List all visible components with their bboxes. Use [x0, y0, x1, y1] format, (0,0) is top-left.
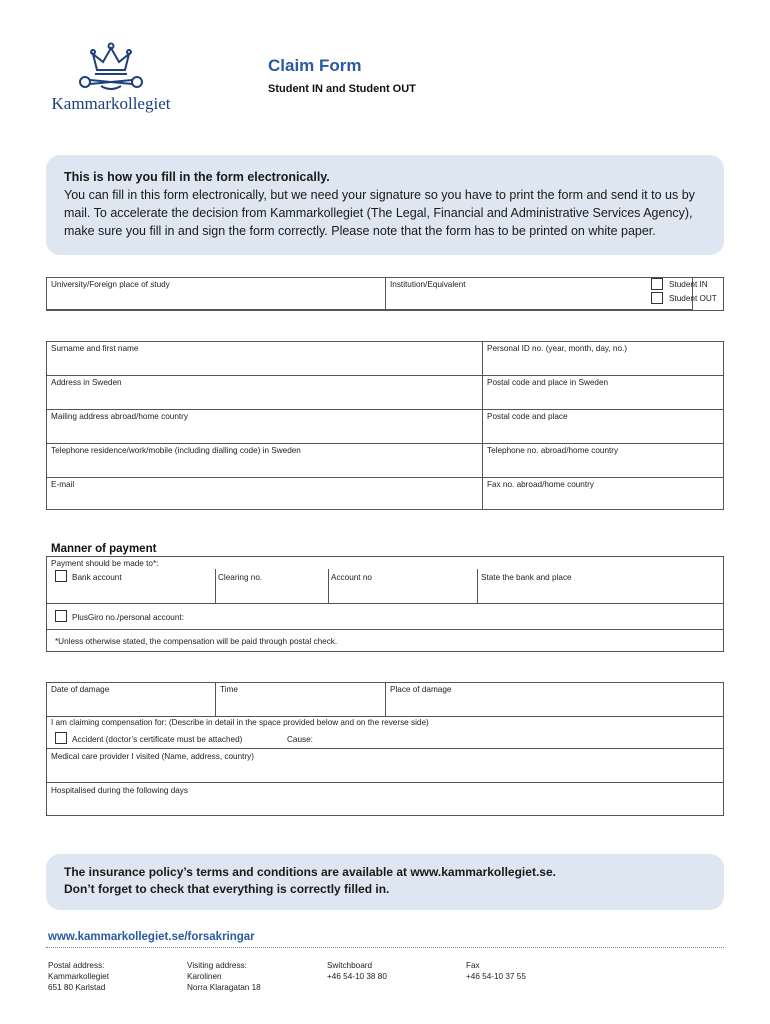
fax-label: Fax no. abroad/home country [487, 480, 594, 489]
accident-label: Accident (doctor’s certificate must be attached) [72, 735, 243, 744]
footer-url[interactable]: www.kammarkollegiet.se/forsakringar [48, 931, 255, 943]
institution-label: Institution/Equivalent [390, 280, 466, 289]
personal-section [46, 341, 724, 510]
plusgiro-label: PlusGiro no./personal account: [72, 613, 184, 622]
kammarkollegiet-logo [44, 40, 178, 118]
instructions-body: You can fill in this form electronically, but we need your signature so you have to print the form and send it to us by mail. To accelerate the decision from Kammarkollegiet (The Legal, Financial and Administrative Services Agency), make sure you fill in and sign the form correctly. Please note that the form has to be printed on white paper. [64, 188, 695, 238]
bank-account-checkbox[interactable] [55, 570, 67, 582]
mailing-abroad-label: Mailing address abroad/home country [51, 412, 188, 421]
postal-address [48, 960, 109, 993]
date-label: Date of damage [51, 685, 110, 694]
footer-divider [46, 947, 724, 948]
switchboard-number: +46 54-10 38 80 [327, 972, 387, 981]
payment-title: Manner of payment [51, 543, 157, 555]
postal-label: Postal code and place in Sweden [487, 378, 609, 387]
switchboard [327, 960, 387, 982]
form-title: Claim Form [268, 56, 362, 75]
postal-line-2: 651 80 Karlstad [48, 983, 106, 992]
time-field[interactable] [216, 683, 386, 717]
instructions-heading: This is how you fill in the form electronically. [64, 170, 330, 184]
switchboard-title: Switchboard [327, 961, 373, 970]
plusgiro-checkbox[interactable] [55, 610, 67, 622]
student-in-checkbox[interactable] [651, 278, 663, 290]
email-label: E-mail [51, 480, 75, 489]
bank-place-label: State the bank and place [481, 573, 572, 582]
postal-line-1: Kammarkollegiet [48, 972, 109, 981]
notice-panel [46, 854, 724, 910]
name-label: Surname and first name [51, 344, 139, 353]
student-out-checkbox[interactable] [651, 292, 663, 304]
visit-title: Visiting address: [187, 961, 247, 970]
accident-checkbox[interactable] [55, 732, 67, 744]
time-label: Time [220, 685, 238, 694]
visiting-address [187, 960, 261, 993]
hospital-label: Hospitalised during the following days [51, 786, 188, 795]
medical-label: Medical care provider I visited (Name, address, country) [51, 752, 254, 761]
postal-abroad-label: Postal code and place [487, 412, 568, 421]
account-no-label: Account no [331, 573, 372, 582]
bank-account-label: Bank account [72, 573, 122, 582]
payment-made-to-label: Payment should be made to*: [51, 559, 159, 568]
visit-line-2: Norra Klaragatan 18 [187, 983, 261, 992]
clearing-label: Clearing no. [218, 573, 263, 582]
university-label: University/Foreign place of study [51, 280, 170, 289]
student-out-label: Student OUT [669, 294, 717, 303]
form-subtitle: Student IN and Student OUT [268, 83, 416, 95]
notice-line-1: The insurance policy’s terms and conditions are available at www.kammarkollegiet.se. [64, 865, 556, 879]
fax-number: +46 54-10 37 55 [466, 972, 526, 981]
instructions-panel [46, 155, 724, 255]
visit-line-1: Karolinen [187, 972, 222, 981]
address-label: Address in Sweden [51, 378, 122, 387]
fax [466, 960, 526, 982]
payment-note: *Unless otherwise stated, the compensation will be paid through postal check. [55, 637, 338, 646]
postal-title: Postal address: [48, 961, 105, 970]
email-field[interactable] [47, 478, 483, 509]
student-in-label: Student IN [669, 280, 708, 289]
place-label: Place of damage [390, 685, 452, 694]
fax-title: Fax [466, 961, 480, 970]
phone-abroad-label: Telephone no. abroad/home country [487, 446, 619, 455]
crown-keys-icon [73, 40, 149, 92]
personal-id-label: Personal ID no. (year, month, day, no.) [487, 344, 628, 353]
cause-label: Cause: [287, 735, 313, 744]
damage-section [46, 682, 724, 816]
phone-label: Telephone residence/work/mobile (including dialling code) in Sweden [51, 446, 301, 455]
logo-wordmark: Kammarkollegiet [51, 94, 171, 113]
claiming-label: I am claiming compensation for: (Describe in detail in the space provided below and on the reverse side) [51, 718, 429, 727]
notice-line-2: Don’t forget to check that everything is correctly filled in. [64, 882, 390, 896]
